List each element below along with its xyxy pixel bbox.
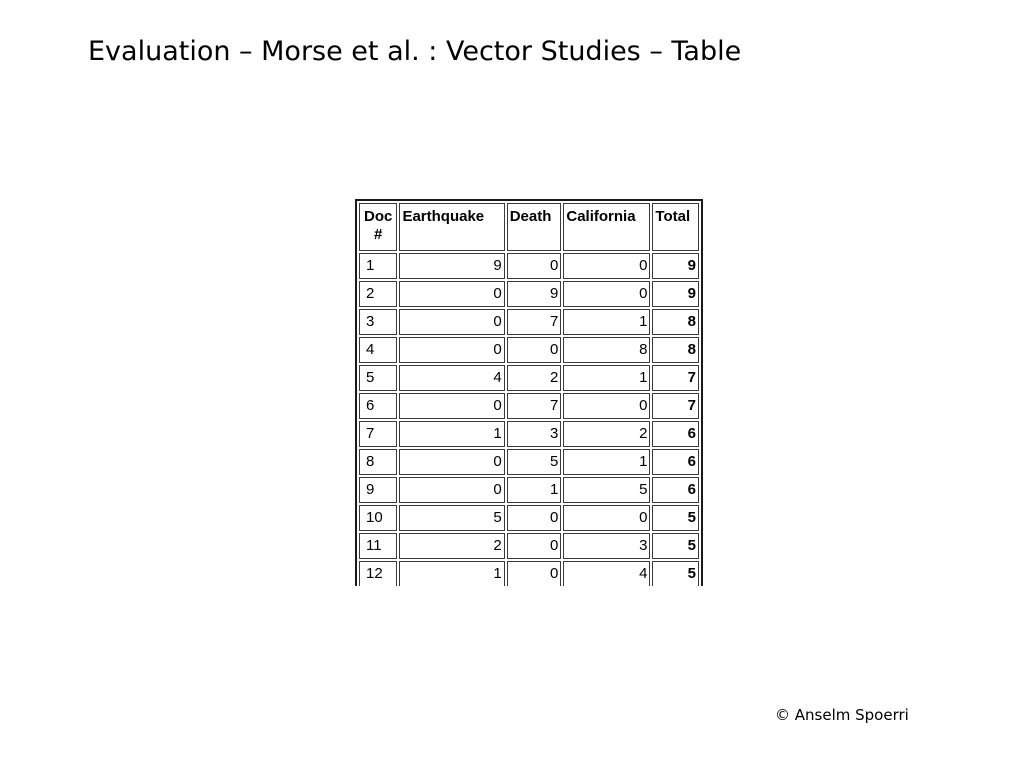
table-body [359, 253, 699, 586]
cell-death: 0 [507, 561, 562, 586]
cell-doc: 1 [359, 253, 397, 279]
cell-death: 0 [507, 253, 562, 279]
copyright-notice: © Anselm Spoerri [775, 706, 909, 724]
cell-death: 5 [507, 449, 562, 475]
table-header-row [359, 203, 699, 251]
cell-earthquake: 9 [399, 253, 504, 279]
table-row [359, 393, 699, 419]
table-row [359, 281, 699, 307]
cell-earthquake: 0 [399, 337, 504, 363]
cell-death: 2 [507, 365, 562, 391]
cell-california: 1 [563, 449, 650, 475]
table-row [359, 253, 699, 279]
table-row [359, 533, 699, 559]
cell-earthquake: 0 [399, 393, 504, 419]
cell-earthquake: 1 [399, 421, 504, 447]
cell-death: 0 [507, 337, 562, 363]
table-row [359, 505, 699, 531]
header-doc [359, 203, 397, 251]
cell-total: 8 [652, 309, 699, 335]
cell-death: 9 [507, 281, 562, 307]
cell-death: 3 [507, 421, 562, 447]
cell-earthquake: 0 [399, 281, 504, 307]
cell-earthquake: 0 [399, 309, 504, 335]
cell-total: 5 [652, 505, 699, 531]
cell-earthquake: 4 [399, 365, 504, 391]
cell-total: 6 [652, 449, 699, 475]
cell-death: 0 [507, 533, 562, 559]
cell-california: 2 [563, 421, 650, 447]
cell-doc: 7 [359, 421, 397, 447]
table-row [359, 477, 699, 503]
cell-doc: 9 [359, 477, 397, 503]
cell-earthquake: 0 [399, 477, 504, 503]
cell-death: 7 [507, 309, 562, 335]
cell-doc: 8 [359, 449, 397, 475]
cell-california: 1 [563, 309, 650, 335]
cell-total: 9 [652, 253, 699, 279]
table-row [359, 449, 699, 475]
cell-total: 7 [652, 365, 699, 391]
cell-doc: 12 [359, 561, 397, 586]
scanned-table-image [355, 199, 703, 586]
cell-total: 5 [652, 533, 699, 559]
table-row [359, 337, 699, 363]
header-california: California [563, 203, 650, 251]
cell-california: 0 [563, 505, 650, 531]
cell-earthquake: 5 [399, 505, 504, 531]
cell-total: 9 [652, 281, 699, 307]
cell-california: 0 [563, 281, 650, 307]
header-doc-line2: # [374, 226, 383, 243]
cell-earthquake: 2 [399, 533, 504, 559]
cell-california: 8 [563, 337, 650, 363]
cell-doc: 6 [359, 393, 397, 419]
cell-total: 7 [652, 393, 699, 419]
header-doc-line1: Doc [364, 208, 393, 225]
cell-california: 0 [563, 253, 650, 279]
cell-total: 8 [652, 337, 699, 363]
cell-doc: 4 [359, 337, 397, 363]
cell-california: 3 [563, 533, 650, 559]
table-row [359, 421, 699, 447]
cell-california: 1 [563, 365, 650, 391]
cell-doc: 5 [359, 365, 397, 391]
header-earthquake: Earthquake [399, 203, 504, 251]
cell-doc: 3 [359, 309, 397, 335]
table-row [359, 365, 699, 391]
cell-death: 7 [507, 393, 562, 419]
cell-earthquake: 1 [399, 561, 504, 586]
cell-earthquake: 0 [399, 449, 504, 475]
slide-title: Evaluation – Morse et al. : Vector Studies – Table [88, 36, 742, 67]
cell-total: 6 [652, 421, 699, 447]
header-death: Death [507, 203, 562, 251]
cell-california: 5 [563, 477, 650, 503]
cell-death: 1 [507, 477, 562, 503]
cell-california: 4 [563, 561, 650, 586]
cell-california: 0 [563, 393, 650, 419]
cell-doc: 2 [359, 281, 397, 307]
table-row [359, 561, 699, 586]
cell-total: 5 [652, 561, 699, 586]
table-row [359, 309, 699, 335]
header-total: Total [652, 203, 699, 251]
cell-total: 6 [652, 477, 699, 503]
term-frequency-table [357, 201, 701, 586]
cell-death: 0 [507, 505, 562, 531]
cell-doc: 11 [359, 533, 397, 559]
cell-doc: 10 [359, 505, 397, 531]
